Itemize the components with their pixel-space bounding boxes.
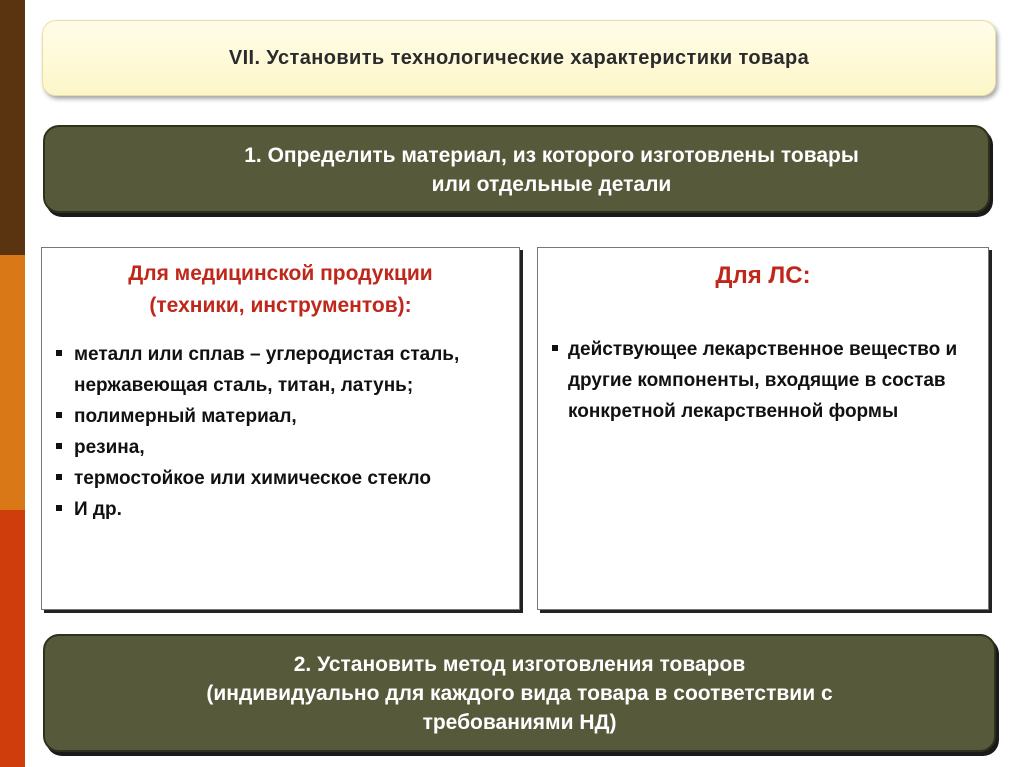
bullet-icon (56, 443, 62, 449)
list-item: металл или сплав – углеродистая сталь, нержавеющая сталь, титан, латунь; (52, 339, 511, 401)
step-1-line-2: или отдельные детали (431, 173, 672, 196)
bullet-icon (56, 505, 62, 511)
bullet-icon (56, 474, 62, 480)
list-item: И др. (52, 494, 511, 525)
medical-products-heading (42, 248, 519, 322)
medical-products-box (41, 247, 520, 610)
bullet-icon (56, 412, 62, 418)
step-2-line-2: (индивидуально для каждого вида товара в соответствии с (206, 682, 833, 705)
medical-heading-line-2: (техники, инструментов): (149, 294, 412, 317)
list-item: резина, (52, 432, 511, 463)
bullet-icon (552, 345, 558, 351)
slide-title: VII. Установить технологические характеристики товара (228, 46, 810, 69)
step-2-box (43, 634, 996, 752)
step-1-line-1: 1. Определить материал, из которого изготовлены товары (244, 144, 859, 167)
drugs-heading: Для ЛС: (715, 262, 811, 289)
step-1-box (43, 125, 990, 213)
medical-materials-list (42, 322, 519, 525)
bullet-icon (56, 350, 62, 356)
step-2-line-3: требованиями НД) (422, 711, 617, 734)
drugs-box (537, 247, 989, 610)
list-item: действующее лекарственное вещество и другие компоненты, входящие в состав конкретной лекарственной формы (548, 334, 978, 427)
decorative-side-bar (0, 0, 25, 767)
side-bar-segment-orange (0, 255, 25, 510)
list-item: полимерный материал, (52, 401, 511, 432)
drugs-components-list (538, 292, 988, 427)
medical-heading-line-1: Для медицинской продукции (128, 262, 433, 285)
step-2-line-1: 2. Установить метод изготовления товаров (293, 653, 746, 676)
list-item: термостойкое или химическое стекло (52, 463, 511, 494)
side-bar-segment-dark-brown (0, 0, 25, 255)
side-bar-segment-red (0, 510, 25, 767)
slide-title-box (42, 20, 996, 96)
